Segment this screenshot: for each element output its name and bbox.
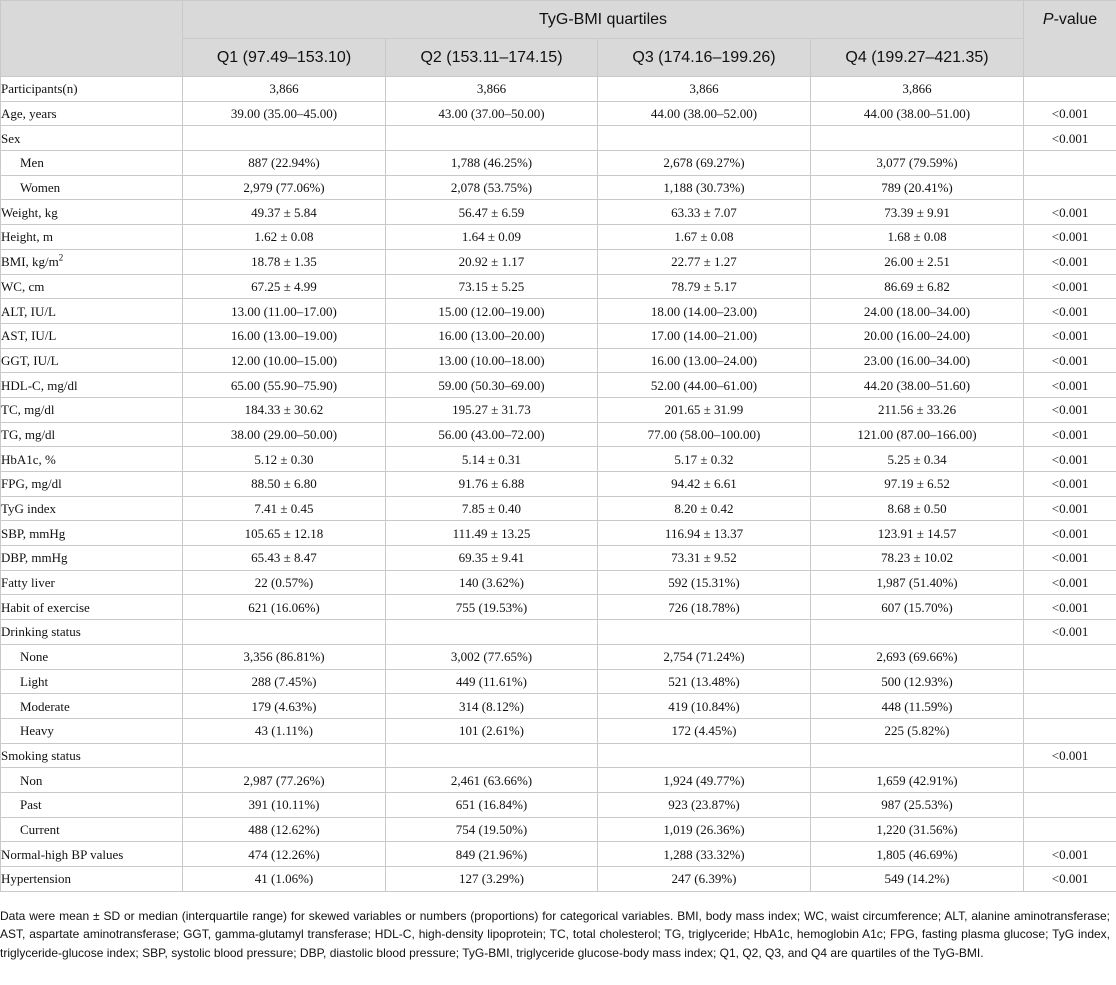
table-row [1,299,1116,324]
q3-value: 1,188 (30.73%) [598,175,811,200]
q4-value [811,126,1024,151]
q1-value: 38.00 (29.00–50.00) [183,422,386,447]
q4-value: 26.00 ± 2.51 [811,249,1024,274]
q1-value: 67.25 ± 4.99 [183,274,386,299]
p-value: <0.001 [1024,842,1116,867]
q1-value: 184.33 ± 30.62 [183,397,386,422]
q4-value: 3,077 (79.59%) [811,151,1024,176]
row-label-text: Moderate [20,698,70,714]
table-row [1,620,1116,645]
row-label [1,521,183,546]
row-label [1,768,183,793]
table-row [1,101,1116,126]
table-body [1,77,1116,892]
q2-value: 56.47 ± 6.59 [386,200,598,225]
q3-value: 923 (23.87%) [598,792,811,817]
table-row [1,151,1116,176]
table-row [1,792,1116,817]
table-row [1,373,1116,398]
row-label [1,472,183,497]
table-row [1,644,1116,669]
q4-value: 121.00 (87.00–166.00) [811,422,1024,447]
q3-value: 2,754 (71.24%) [598,644,811,669]
header-q1: Q1 (97.49–153.10) [183,39,386,77]
q3-value: 592 (15.31%) [598,570,811,595]
q3-value: 8.20 ± 0.42 [598,496,811,521]
row-label-text: Light [20,673,49,689]
q3-value: 726 (18.78%) [598,595,811,620]
q2-value: 1.64 ± 0.09 [386,225,598,250]
row-label-text: Sex [1,130,21,146]
q3-value: 63.33 ± 7.07 [598,200,811,225]
q4-value: 8.68 ± 0.50 [811,496,1024,521]
table-row [1,175,1116,200]
row-label [1,397,183,422]
row-label-superscript: 2 [58,252,64,263]
q2-value: 15.00 (12.00–19.00) [386,299,598,324]
q2-value: 127 (3.29%) [386,867,598,892]
row-label-text: TyG index [1,501,57,517]
table-row [1,669,1116,694]
q2-value: 69.35 ± 9.41 [386,546,598,571]
header-corner-cell [1,1,183,77]
q4-value: 44.20 (38.00–51.60) [811,373,1024,398]
q2-value: 2,078 (53.75%) [386,175,598,200]
q1-value: 179 (4.63%) [183,694,386,719]
table-row [1,743,1116,768]
q4-value: 987 (25.53%) [811,792,1024,817]
p-value: <0.001 [1024,867,1116,892]
q1-value: 18.78 ± 1.35 [183,249,386,274]
q2-value: 1,788 (46.25%) [386,151,598,176]
p-value: <0.001 [1024,620,1116,645]
row-label [1,694,183,719]
table-row [1,77,1116,102]
q2-value: 59.00 (50.30–69.00) [386,373,598,398]
row-label-text: DBP, mmHg [1,550,68,566]
table-row [1,472,1116,497]
q3-value: 2,678 (69.27%) [598,151,811,176]
row-label [1,743,183,768]
q1-value: 5.12 ± 0.30 [183,447,386,472]
row-label [1,101,183,126]
row-label [1,669,183,694]
q2-value: 195.27 ± 31.73 [386,397,598,422]
q2-value [386,743,598,768]
q4-value: 1,805 (46.69%) [811,842,1024,867]
header-q2: Q2 (153.11–174.15) [386,39,598,77]
q1-value: 12.00 (10.00–15.00) [183,348,386,373]
p-value: <0.001 [1024,422,1116,447]
q3-value: 18.00 (14.00–23.00) [598,299,811,324]
table-row [1,348,1116,373]
q1-value: 391 (10.11%) [183,792,386,817]
table-row [1,694,1116,719]
q1-value: 88.50 ± 6.80 [183,472,386,497]
row-label [1,274,183,299]
table-row [1,422,1116,447]
q3-value: 94.42 ± 6.61 [598,472,811,497]
row-label-text: Participants(n) [1,81,78,97]
q4-value: 2,693 (69.66%) [811,644,1024,669]
q4-value: 448 (11.59%) [811,694,1024,719]
row-label [1,595,183,620]
q1-value: 41 (1.06%) [183,867,386,892]
row-label [1,249,183,274]
p-value: <0.001 [1024,274,1116,299]
q2-value: 56.00 (43.00–72.00) [386,422,598,447]
table-row [1,595,1116,620]
q3-value: 78.79 ± 5.17 [598,274,811,299]
row-label [1,546,183,571]
p-value [1024,669,1116,694]
q4-value: 211.56 ± 33.26 [811,397,1024,422]
row-label [1,496,183,521]
table-row [1,546,1116,571]
p-value [1024,644,1116,669]
table-footnote: Data were mean ± SD or median (interquartile range) for skewed variables or numbers (proportions) for categorical variables. BMI, body mass index; WC, waist circumference; ALT, alanine aminotransferase; AST, aspartate aminotransferase; GGT, gamma-glutamyl transferase; HDL-C, high-density lipoprotein; TC, total cholesterol; TG, triglyceride; HbA1c, hemoglobin A1c; FPG, fasting plasma glucose; TyG index, triglyceride-glucose index; SBP, systolic blood pressure; DBP, diastolic blood pressure; TyG-BMI, triglyceride glucose-body mass index; Q1, Q2, Q3, and Q4 are quartiles of the TyG-BMI. [0,909,1110,960]
p-value: <0.001 [1024,299,1116,324]
q4-value: 5.25 ± 0.34 [811,447,1024,472]
q3-value: 419 (10.84%) [598,694,811,719]
q1-value: 3,356 (86.81%) [183,644,386,669]
q3-value: 44.00 (38.00–52.00) [598,101,811,126]
row-label-text: Age, years [1,106,57,122]
q4-value: 1,659 (42.91%) [811,768,1024,793]
q2-value: 73.15 ± 5.25 [386,274,598,299]
header-q3: Q3 (174.16–199.26) [598,39,811,77]
table-row [1,274,1116,299]
q1-value: 621 (16.06%) [183,595,386,620]
q4-value: 3,866 [811,77,1024,102]
p-value [1024,817,1116,842]
q3-value: 52.00 (44.00–61.00) [598,373,811,398]
q4-value: 73.39 ± 9.91 [811,200,1024,225]
q3-value: 201.65 ± 31.99 [598,397,811,422]
row-label-text: None [20,649,49,665]
q2-value: 13.00 (10.00–18.00) [386,348,598,373]
q3-value: 1,288 (33.32%) [598,842,811,867]
table-row [1,817,1116,842]
table-row [1,718,1116,743]
q1-value [183,743,386,768]
q4-value: 789 (20.41%) [811,175,1024,200]
q1-value: 1.62 ± 0.08 [183,225,386,250]
p-value: <0.001 [1024,595,1116,620]
p-value: <0.001 [1024,521,1116,546]
row-label [1,200,183,225]
q2-value: 20.92 ± 1.17 [386,249,598,274]
p-value: <0.001 [1024,496,1116,521]
q4-value: 78.23 ± 10.02 [811,546,1024,571]
q3-value: 1,019 (26.36%) [598,817,811,842]
row-label [1,299,183,324]
row-label-text: Height, m [1,229,53,245]
row-label-text: ALT, IU/L [1,303,56,319]
q1-value: 39.00 (35.00–45.00) [183,101,386,126]
row-label-text: FPG, mg/dl [1,476,62,492]
p-value: <0.001 [1024,447,1116,472]
q4-value: 44.00 (38.00–51.00) [811,101,1024,126]
row-label-text: SBP, mmHg [1,525,66,541]
row-label [1,373,183,398]
q2-value: 101 (2.61%) [386,718,598,743]
p-value [1024,151,1116,176]
table-row [1,768,1116,793]
p-value [1024,694,1116,719]
q3-value: 116.94 ± 13.37 [598,521,811,546]
p-value [1024,718,1116,743]
q2-value: 3,866 [386,77,598,102]
q2-value: 3,002 (77.65%) [386,644,598,669]
q2-value: 314 (8.12%) [386,694,598,719]
p-value: <0.001 [1024,546,1116,571]
table-row [1,496,1116,521]
q1-value: 7.41 ± 0.45 [183,496,386,521]
row-label [1,792,183,817]
q1-value: 474 (12.26%) [183,842,386,867]
q1-value: 65.00 (55.90–75.90) [183,373,386,398]
row-label [1,620,183,645]
q2-value: 2,461 (63.66%) [386,768,598,793]
q3-value: 521 (13.48%) [598,669,811,694]
q2-value: 43.00 (37.00–50.00) [386,101,598,126]
row-label-text: HDL-C, mg/dl [1,377,78,393]
header-p-value [1024,1,1116,77]
q1-value [183,620,386,645]
q1-value: 2,979 (77.06%) [183,175,386,200]
q4-value [811,743,1024,768]
table-row [1,521,1116,546]
row-label [1,225,183,250]
p-value: <0.001 [1024,249,1116,274]
table-row [1,200,1116,225]
row-label-text: Men [20,155,44,171]
q4-value: 123.91 ± 14.57 [811,521,1024,546]
q2-value: 754 (19.50%) [386,817,598,842]
row-label-text: AST, IU/L [1,328,57,344]
table-row [1,249,1116,274]
row-label-text: Past [20,797,42,813]
row-label-text: BMI, kg/m [1,254,59,270]
row-label-text: Smoking status [1,747,81,763]
row-label-text: Hypertension [1,871,72,887]
q3-value: 247 (6.39%) [598,867,811,892]
p-value: <0.001 [1024,101,1116,126]
q2-value: 111.49 ± 13.25 [386,521,598,546]
q1-value: 49.37 ± 5.84 [183,200,386,225]
p-value [1024,768,1116,793]
table-row [1,447,1116,472]
header-p-italic: P [1042,11,1054,28]
q3-value [598,126,811,151]
table-row [1,842,1116,867]
p-value [1024,792,1116,817]
p-value: <0.001 [1024,472,1116,497]
row-label-text: Habit of exercise [1,599,90,615]
row-label-text: Heavy [20,723,54,739]
q2-value: 755 (19.53%) [386,595,598,620]
q1-value: 288 (7.45%) [183,669,386,694]
q2-value: 651 (16.84%) [386,792,598,817]
q2-value [386,620,598,645]
p-value: <0.001 [1024,348,1116,373]
table-row [1,570,1116,595]
q4-value: 549 (14.2%) [811,867,1024,892]
q2-value: 91.76 ± 6.88 [386,472,598,497]
q1-value: 22 (0.57%) [183,570,386,595]
row-label [1,348,183,373]
q4-value [811,620,1024,645]
q3-value: 17.00 (14.00–21.00) [598,323,811,348]
row-label-text: TG, mg/dl [1,426,56,442]
p-value [1024,175,1116,200]
row-label-text: HbA1c, % [1,451,56,467]
table-row [1,867,1116,892]
q1-value: 2,987 (77.26%) [183,768,386,793]
q4-value: 500 (12.93%) [811,669,1024,694]
q3-value: 16.00 (13.00–24.00) [598,348,811,373]
q2-value: 16.00 (13.00–20.00) [386,323,598,348]
q3-value: 77.00 (58.00–100.00) [598,422,811,447]
p-value: <0.001 [1024,323,1116,348]
row-label [1,842,183,867]
row-label [1,175,183,200]
q2-value: 5.14 ± 0.31 [386,447,598,472]
row-label [1,570,183,595]
q4-value: 97.19 ± 6.52 [811,472,1024,497]
table-header [1,1,1116,77]
q2-value: 7.85 ± 0.40 [386,496,598,521]
q4-value: 24.00 (18.00–34.00) [811,299,1024,324]
q4-value: 86.69 ± 6.82 [811,274,1024,299]
q3-value [598,743,811,768]
q2-value: 449 (11.61%) [386,669,598,694]
p-value: <0.001 [1024,225,1116,250]
row-label-text: Weight, kg [1,204,58,220]
q1-value: 105.65 ± 12.18 [183,521,386,546]
p-value: <0.001 [1024,373,1116,398]
q3-value: 1,924 (49.77%) [598,768,811,793]
p-value: <0.001 [1024,126,1116,151]
q3-value: 5.17 ± 0.32 [598,447,811,472]
table-row [1,397,1116,422]
q1-value [183,126,386,151]
row-label-text: Fatty liver [1,575,55,591]
row-label-text: Normal-high BP values [1,846,124,862]
q4-value: 23.00 (16.00–34.00) [811,348,1024,373]
q1-value: 65.43 ± 8.47 [183,546,386,571]
q1-value: 43 (1.11%) [183,718,386,743]
p-value: <0.001 [1024,570,1116,595]
row-label [1,718,183,743]
q2-value [386,126,598,151]
q3-value: 22.77 ± 1.27 [598,249,811,274]
header-q4: Q4 (199.27–421.35) [811,39,1024,77]
q3-value: 172 (4.45%) [598,718,811,743]
q4-value: 1,220 (31.56%) [811,817,1024,842]
row-label [1,126,183,151]
q3-value: 3,866 [598,77,811,102]
header-p-rest: -value [1053,11,1098,28]
row-label-text: Current [20,821,60,837]
q2-value: 140 (3.62%) [386,570,598,595]
q3-value: 1.67 ± 0.08 [598,225,811,250]
q2-value: 849 (21.96%) [386,842,598,867]
q1-value: 488 (12.62%) [183,817,386,842]
q4-value: 607 (15.70%) [811,595,1024,620]
row-label [1,447,183,472]
row-label [1,817,183,842]
table-row [1,323,1116,348]
q3-value [598,620,811,645]
header-group-label: TyG-BMI quartiles [183,1,1024,39]
table-row [1,126,1116,151]
row-label [1,151,183,176]
q1-value: 16.00 (13.00–19.00) [183,323,386,348]
row-label [1,422,183,447]
row-label [1,644,183,669]
q1-value: 3,866 [183,77,386,102]
q1-value: 887 (22.94%) [183,151,386,176]
row-label [1,867,183,892]
q3-value: 73.31 ± 9.52 [598,546,811,571]
row-label [1,323,183,348]
p-value: <0.001 [1024,200,1116,225]
table-row [1,225,1116,250]
p-value: <0.001 [1024,397,1116,422]
q4-value: 225 (5.82%) [811,718,1024,743]
q4-value: 1,987 (51.40%) [811,570,1024,595]
row-label [1,77,183,102]
row-label-text: GGT, IU/L [1,352,59,368]
q4-value: 20.00 (16.00–24.00) [811,323,1024,348]
row-label-text: WC, cm [1,278,45,294]
row-label-text: Non [20,772,43,788]
row-label-text: TC, mg/dl [1,402,55,418]
q4-value: 1.68 ± 0.08 [811,225,1024,250]
row-label-text: Drinking status [1,624,81,640]
p-value [1024,77,1116,102]
row-label-text: Women [20,180,61,196]
p-value: <0.001 [1024,743,1116,768]
q1-value: 13.00 (11.00–17.00) [183,299,386,324]
